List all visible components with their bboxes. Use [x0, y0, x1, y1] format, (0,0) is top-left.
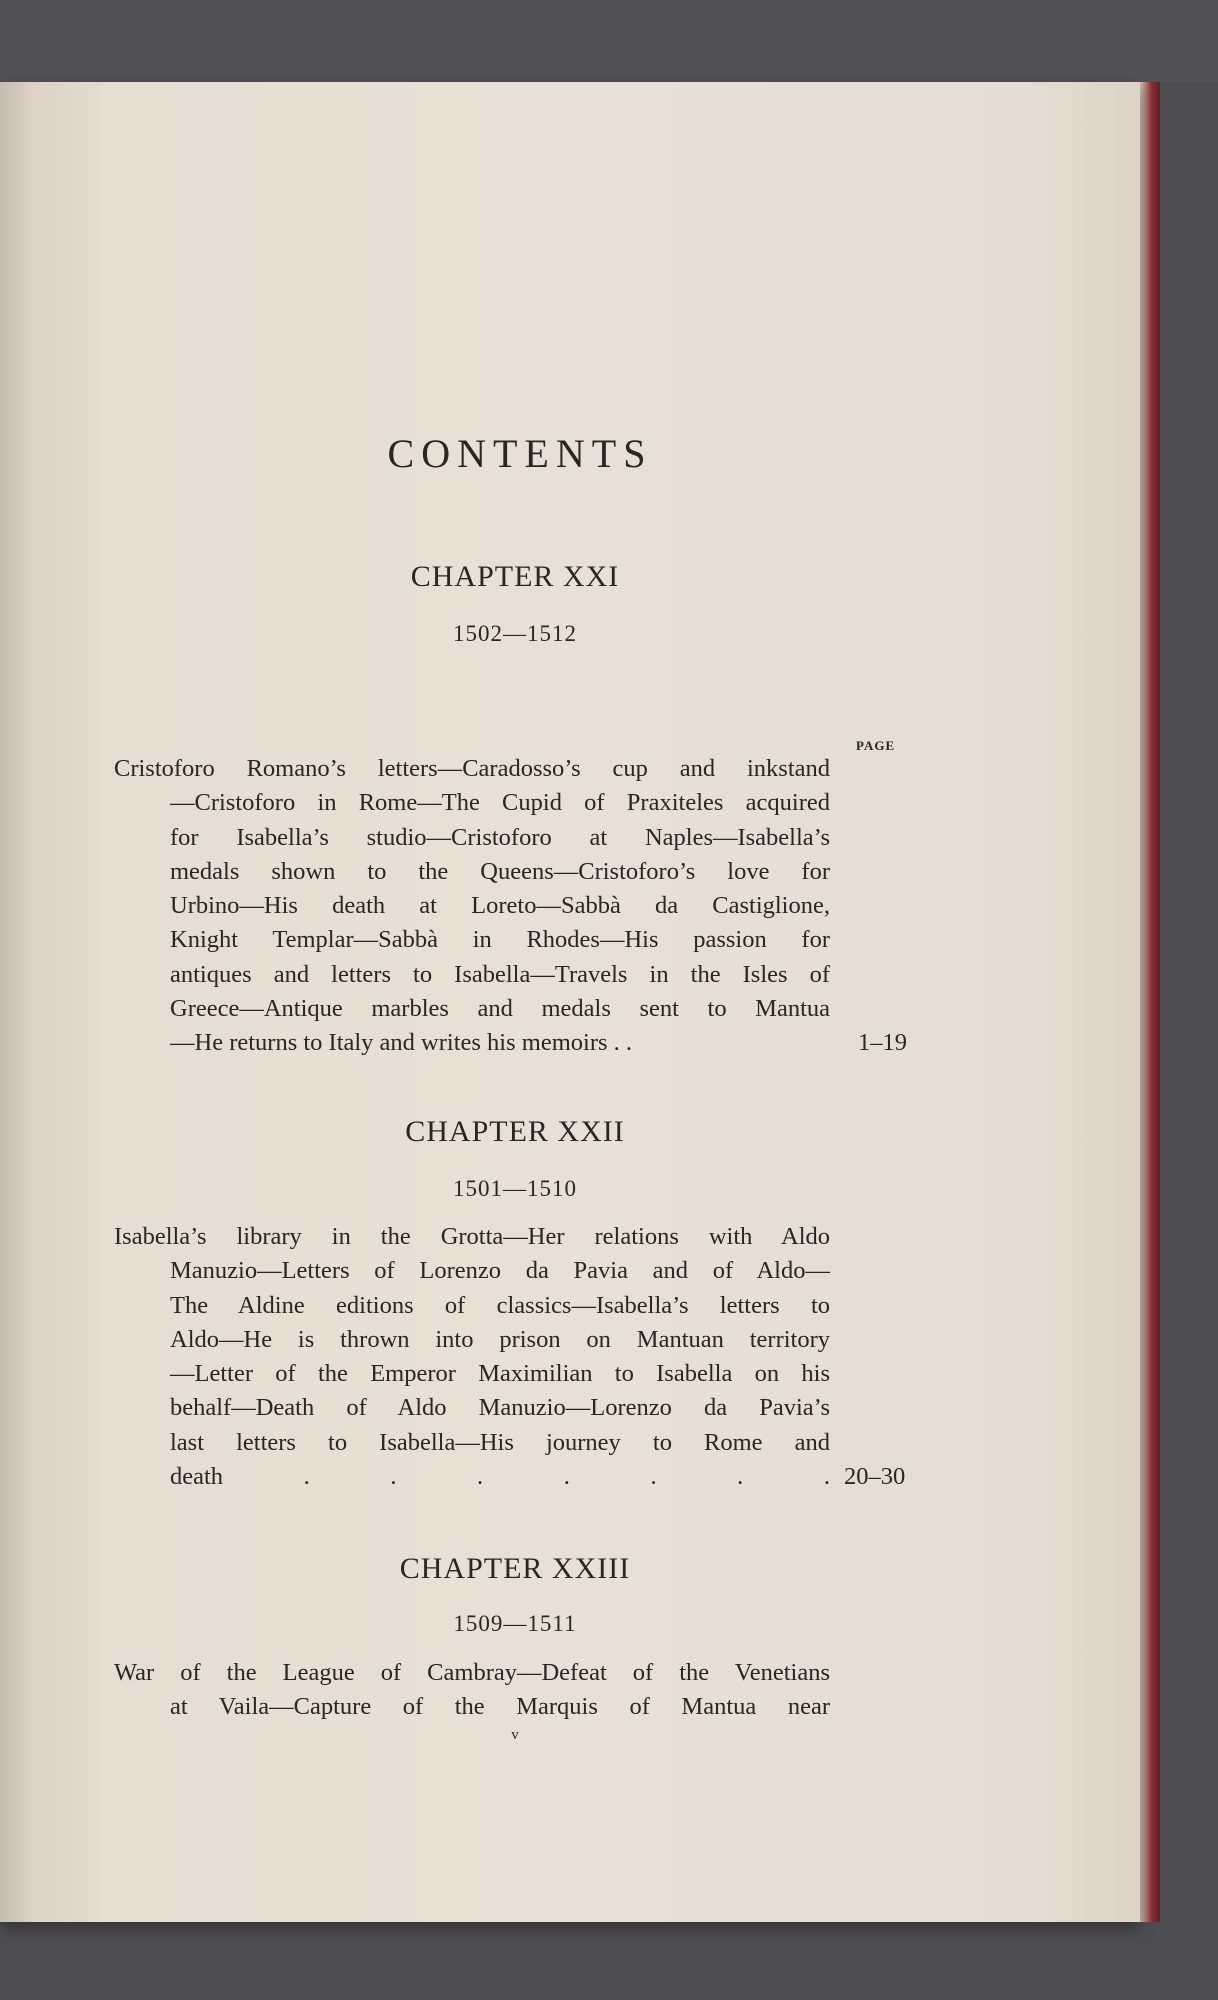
summary-line: Greece—Antique marbles and medals sent to Mantua: [170, 995, 830, 1023]
summary-line: Aldo—He is thrown into prison on Mantuan territory: [170, 1325, 830, 1353]
background-top: [0, 0, 1218, 82]
page-title: CONTENTS: [387, 431, 653, 476]
chapter-dates-xxii: 1501—1510: [453, 1176, 577, 1201]
summary-line: for Isabella’s studio—Cristoforo at Naples—Isabella’s: [170, 823, 830, 851]
summary-line: The Aldine editions of classics—Isabella’s letters to: [170, 1291, 830, 1319]
page-folio: v: [511, 1727, 519, 1743]
chapter-heading-xxiii: CHAPTER XXIII: [399, 1552, 631, 1585]
chapter-heading-xxi: CHAPTER XXI: [410, 560, 620, 593]
summary-line: Manuzio—Letters of Lorenzo da Pavia and of Aldo—: [170, 1257, 830, 1285]
page-column-label: PAGE: [856, 738, 896, 753]
summary-line: last letters to Isabella—His journey to Rome and: [170, 1428, 830, 1456]
summary-line: at Vaila—Capture of the Marquis of Mantua near: [170, 1693, 830, 1721]
summary-line: antiques and letters to Isabella—Travels in the Isles of: [170, 960, 830, 988]
summary-line: Urbino—His death at Loreto—Sabbà da Castiglione,: [170, 892, 830, 920]
summary-line: Knight Templar—Sabbà in Rhodes—His passion for: [170, 926, 830, 954]
chapter-summary-xxii: [114, 1220, 830, 1494]
summary-line: death . . . . . . .: [170, 1463, 830, 1491]
summary-line: Isabella’s library in the Grotta—Her relations with Aldo: [114, 1223, 830, 1250]
summary-line: War of the League of Cambray—Defeat of the Venetians: [114, 1659, 830, 1686]
chapter-summary-xxiii: [114, 1656, 830, 1725]
chapter-summary-xxi: [114, 752, 830, 1061]
chapter-dates-xxi: 1502—1512: [453, 621, 577, 646]
summary-line: behalf—Death of Aldo Manuzio—Lorenzo da Pavia’s: [170, 1394, 830, 1422]
page-range-xxii: 20–30: [844, 1463, 906, 1490]
summary-line: —Cristoforo in Rome—The Cupid of Praxiteles acquired: [170, 789, 830, 817]
chapter-heading-xxii: CHAPTER XXII: [405, 1115, 625, 1148]
book-page: [0, 82, 1140, 1922]
summary-line: —He returns to Italy and writes his memoirs . .: [170, 1029, 633, 1057]
summary-line: Cristoforo Romano’s letters—Caradosso’s cup and inkstand: [114, 755, 830, 782]
summary-line: —Letter of the Emperor Maximilian to Isabella on his: [170, 1360, 830, 1388]
summary-line: medals shown to the Queens—Cristoforo’s love for: [170, 857, 830, 885]
page-range-xxi: 1–19: [858, 1029, 907, 1056]
chapter-dates-xxiii: 1509—1511: [453, 1611, 577, 1636]
